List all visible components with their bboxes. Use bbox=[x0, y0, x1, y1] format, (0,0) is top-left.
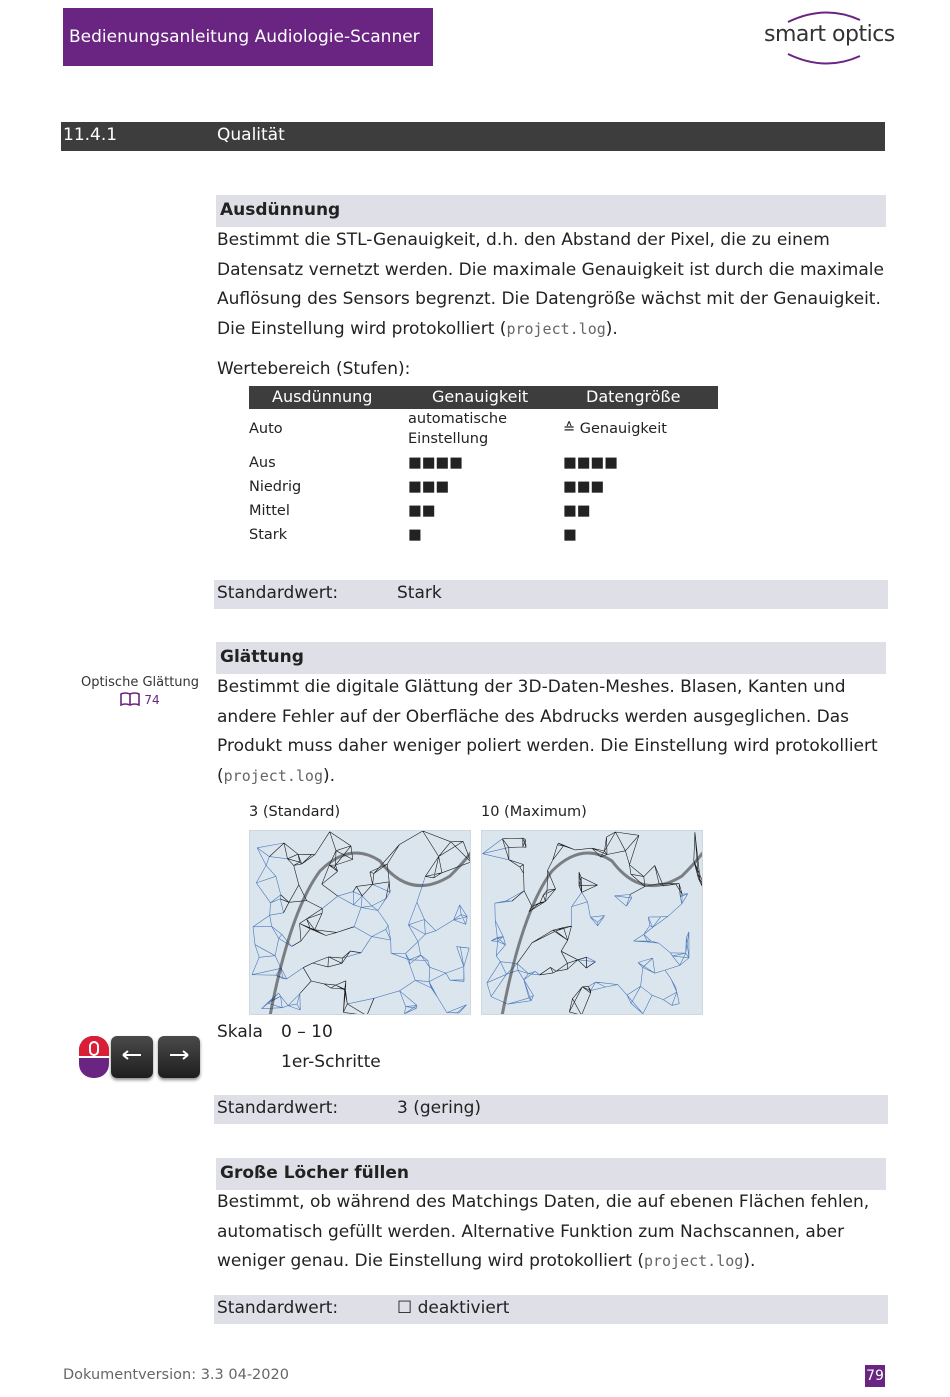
glaettung-default bbox=[214, 1095, 888, 1124]
table-cell: ■■■ bbox=[408, 479, 450, 495]
default-value: 3 (gering) bbox=[397, 1098, 482, 1118]
image-caption-maximum: 10 (Maximum) bbox=[481, 804, 587, 820]
logo-text: smart optics bbox=[764, 22, 895, 47]
mouse-icon bbox=[79, 1036, 109, 1078]
default-label: Standardwert: bbox=[217, 1098, 339, 1118]
margin-note-ref[interactable] bbox=[80, 692, 200, 708]
default-label: Standardwert: bbox=[217, 1298, 339, 1318]
table-header bbox=[249, 386, 718, 409]
col-genauigkeit: Genauigkeit bbox=[432, 387, 529, 406]
loecher-description bbox=[217, 1188, 887, 1277]
arrow-left-key-icon bbox=[111, 1036, 153, 1078]
table-cell: ■ bbox=[408, 527, 422, 543]
smart-optics-logo bbox=[760, 8, 895, 68]
table-cell: Aus bbox=[249, 455, 276, 471]
table-cell: ■■■■ bbox=[408, 455, 463, 471]
table-cell: Mittel bbox=[249, 503, 290, 519]
table-cell: ■■ bbox=[563, 503, 591, 519]
table-cell: ■■ bbox=[408, 503, 436, 519]
document-title: Bedienungsanleitung Audiologie-Scanner bbox=[63, 8, 433, 66]
document-version: Dokumentversion: 3.3 04-2020 bbox=[63, 1367, 289, 1383]
table-cell: ≙ Genauigkeit bbox=[563, 421, 667, 437]
glaettung-close: ). bbox=[322, 765, 336, 786]
table-cell: automatische Einstellung bbox=[408, 411, 507, 447]
scale-label: Skala bbox=[217, 1022, 263, 1042]
table-cell: Stark bbox=[249, 527, 288, 543]
section-heading bbox=[61, 122, 885, 151]
table-cell: ■ bbox=[563, 527, 577, 543]
arrow-right-key-icon bbox=[158, 1036, 200, 1078]
range-label: Wertebereich (Stufen): bbox=[217, 359, 411, 379]
default-value: ☐ deaktiviert bbox=[397, 1298, 510, 1318]
glaettung-description bbox=[217, 673, 887, 791]
table-cell: ■■■■ bbox=[563, 455, 618, 471]
ausduennung-default bbox=[214, 580, 888, 609]
table-cell: Niedrig bbox=[249, 479, 302, 495]
col-datengroesse: Datengröße bbox=[586, 387, 681, 406]
page-number: 79 bbox=[865, 1365, 885, 1387]
scale-step: 1er-Schritte bbox=[281, 1052, 381, 1072]
log-file: project.log bbox=[506, 319, 606, 338]
section-number: 11.4.1 bbox=[63, 125, 118, 145]
loecher-text: Bestimmt, ob während des Matchings Daten, die auf ebenen Flächen fehlen, automatisch gefüllt werden. Alternative Funktion zum Nachscannen, aber weniger genau. Die Einstellung wird protokolliert ( bbox=[217, 1192, 870, 1271]
table-cell: Auto bbox=[249, 421, 283, 437]
image-caption-standard: 3 (Standard) bbox=[249, 804, 341, 820]
loecher-default bbox=[214, 1295, 888, 1324]
scale-range: 0 – 10 bbox=[281, 1022, 333, 1042]
mesh-image-maximum bbox=[481, 830, 703, 1015]
default-label: Standardwert: bbox=[217, 583, 339, 603]
loecher-heading: Große Löcher füllen bbox=[216, 1158, 886, 1190]
margin-note-text: Optische Glättung bbox=[80, 675, 200, 690]
mesh-image-standard bbox=[249, 830, 471, 1015]
table-cell: ■■■ bbox=[563, 479, 605, 495]
glaettung-text: Bestimmt die digitale Glättung der 3D-Daten-Meshes. Blasen, Kanten und andere Fehler auf der Oberfläche des Abdrucks werden ausgeglichen. Das Produkt muss daher weniger poliert werden. Die Einstellung wird protokolliert ( bbox=[217, 677, 878, 786]
margin-note bbox=[80, 675, 200, 708]
col-ausduennung: Ausdünnung bbox=[272, 387, 373, 406]
loecher-close: ). bbox=[743, 1251, 756, 1271]
ausduennung-text: Bestimmt die STL-Genauigkeit, d.h. den Abstand der Pixel, die zu einem Datensatz vernetzt werden. Die maximale Genauigkeit ist durch die maximale Auflösung des Sensors begrenzt. Die Datengröße wächst mit der Genauigkeit. Die Einstellung wird protokolliert ( bbox=[217, 230, 884, 339]
ausduennung-close: ). bbox=[605, 318, 618, 339]
page-ref: 74 bbox=[144, 693, 160, 707]
glaettung-heading: Glättung bbox=[216, 642, 886, 674]
ausduennung-heading: Ausdünnung bbox=[216, 195, 886, 227]
log-file: project.log bbox=[223, 766, 323, 785]
log-file: project.log bbox=[643, 1252, 744, 1270]
section-title: Qualität bbox=[217, 125, 285, 145]
ausduennung-description bbox=[217, 226, 887, 344]
default-value: Stark bbox=[397, 583, 442, 603]
book-icon bbox=[120, 692, 140, 706]
